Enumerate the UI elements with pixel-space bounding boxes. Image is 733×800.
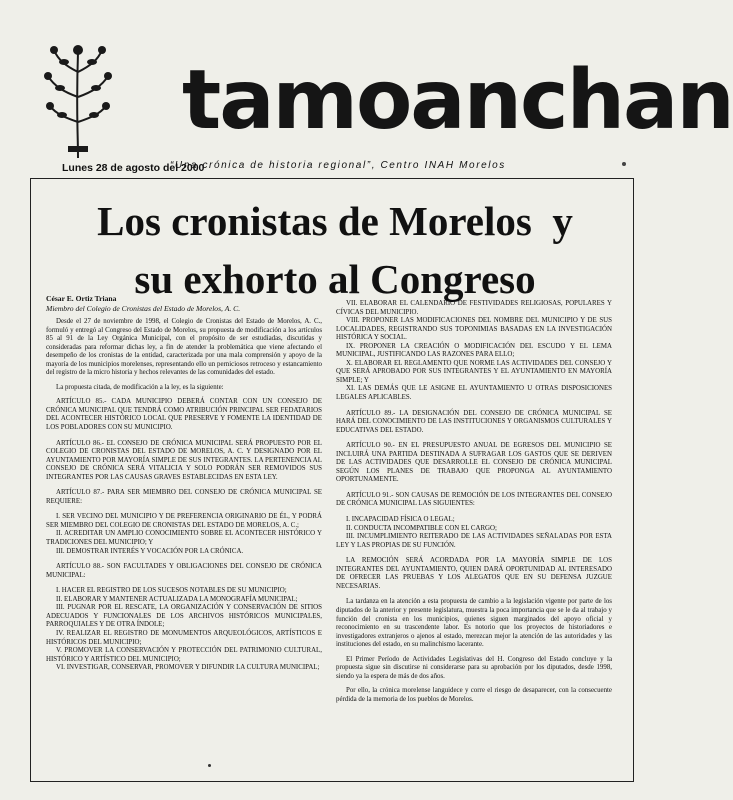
headline (40, 192, 630, 308)
body-paragraph: La propuesta citada, de modificación a la ley, es la siguiente: (56, 383, 224, 391)
article-paragraph: ARTÍCULO 89.- LA DESIGNACIÓN DEL CONSEJO DE CRÓNICA MUNICIPAL SE HARÁ DEL CONOCIMIENTO DE LAS INSTITUCIONES Y ORGANISMOS CULTURALES Y EDUCATIVAS DEL ESTADO. (336, 409, 612, 434)
body-paragraph: El Primer Período de Actividades Legislativas del H. Congreso del Estado concluye y la propuesta sigue sin discutirse ni considerarse para su aprobación por los diputados, desde 1998, siendo ya la espera de más de dos años. (336, 655, 612, 680)
list-item: V. PROMOVER LA CONSERVACIÓN Y PROTECCIÓN DEL PATRIMONIO CULTURAL, HISTÓRICO Y ARTÍSTICO DEL MUNICIPIO; (46, 647, 322, 663)
issue-date: Lunes 28 de agosto del 2000 (62, 162, 205, 174)
body-paragraph: Por ello, la crónica morelense languidece y corre el riesgo de desaparecer, con la consecuente pérdida de la memoria de los pueblos de Morelos. (336, 687, 612, 703)
list-item: III. INCUMPLIMIENTO REITERADO DE LAS ACTIVIDADES SEÑALADAS POR ESTA LEY Y LAS PROPIAS DE SU FUNCIÓN. (336, 533, 612, 549)
article-paragraph: ARTÍCULO 86.- EL CONSEJO DE CRÓNICA MUNICIPAL SERÁ PROPUESTO POR EL COLEGIO DE CRONISTAS DEL ESTADO DE MORELOS, A. C. Y DESIGNADO POR EL AYUNTAMIENTO POR MAYORÍA SIMPLE DE SUS INTEGRANTES. LA PERTENENCIA AL CONSEJO DE CRÓNICA SERÁ VITALICIA Y SOLO PODRÁN SER REMOVIDOS SUS INTEGRANTES POR LAS CAUSAS GRAVES ESTABLECIDAS EN ESTA LEY. (46, 439, 322, 481)
list-item: I. HACER EL REGISTRO DE LOS SUCESOS NOTABLES DE SU MUNICIPIO; (56, 587, 287, 595)
list-item: IV. REALIZAR EL REGISTRO DE MONUMENTOS ARQUEOLÓGICOS, ARTÍSTICOS E HISTÓRICOS DEL MUNICIPIO; (46, 629, 322, 646)
article-paragraph: ARTÍCULO 87.- PARA SER MIEMBRO DEL CONSEJO DE CRÓNICA MUNICIPAL SE REQUIERE: (46, 489, 322, 505)
list-item: III. PUGNAR POR EL RESCATE, LA ORGANIZACIÓN Y CONSERVACIÓN DE SITIOS ADECUADOS Y FUNCIONALES DE LOS ARCHIVOS HISTÓRICOS MUNICIPALES, PARROQUIALES Y DE OTRA ÍNDOLE; (46, 604, 322, 629)
headline-line-2: su exhorto al Congreso (134, 256, 536, 302)
author-name: César E. Ortiz Triana (46, 294, 117, 303)
article-column-right (336, 300, 612, 710)
newspaper-title: tamoanchan (182, 53, 733, 148)
article-column-left (46, 318, 322, 673)
headline-line-1: Los cronistas de Morelos y (97, 198, 573, 244)
author-role: Miembro del Colegio de Cronistas del Estado de Morelos, A. C. (46, 303, 241, 313)
end-mark (208, 764, 211, 767)
article-paragraph: ARTÍCULO 91.- SON CAUSAS DE REMOCIÓN DE LOS INTEGRANTES DEL CONSEJO DE CRÓNICA MUNICIPAL LAS SIGUIENTES: (336, 491, 612, 508)
article-paragraph: ARTÍCULO 88.- SON FACULTADES Y OBLIGACIONES DEL CONSEJO DE CRÓNICA MUNICIPAL: (46, 563, 322, 579)
article-paragraph: ARTÍCULO 85.- CADA MUNICIPIO DEBERÁ CONTAR CON UN CONSEJO DE CRÓNICA MUNICIPAL QUE TENDRÁ COMO ATRIBUCIÓN PRINCIPAL SER FEDATARIOS DEL ACONTECER HISTÓRICO LOCAL QUE PRESERVE Y FOMENTE LA IDENTIDAD DE LOS POBLADORES CON SU MUNICIPIO. (46, 398, 322, 432)
list-item: VII. ELABORAR EL CALENDARIO DE FESTIVIDADES RELIGIOSAS, POPULARES Y CÍVICAS DEL MUNICIPIO. (336, 300, 612, 316)
byline (46, 294, 326, 313)
list-item: XI. LAS DEMÁS QUE LE ASIGNE EL AYUNTAMIENTO U OTRAS DISPOSICIONES LEGALES APLICABLES. (336, 385, 612, 402)
list-item: II. CONDUCTA INCOMPATIBLE CON EL CARGO; (346, 524, 497, 532)
masthead (40, 38, 733, 168)
list-item: X. ELABORAR EL REGLAMENTO QUE NORME LAS ACTIVIDADES DEL CONSEJO Y QUE SERÁ APROBADO POR SUS INTEGRANTES Y EL AYUNTAMIENTO EN MAYORÍA SIMPLE; Y (336, 359, 612, 384)
body-paragraph: La tardanza en la atención a esta propuesta de cambio a la legislación vigente por parte de los diputados de la anterior y presente legislatura, muestra la poca importancia que se le da al trabajo y función del cronista en los municipios, quienes siguen marginados del apoyo oficial y reconocimiento en su trascendente labor. Es notorio que los proyectos de historiadores e investigadores extranjeros o ajenos al estado, merezcan mejor la atención de las autoridades y las instituciones del estado, en su malinchismo lacerante. (336, 598, 612, 649)
list-item: III. DEMOSTRAR INTERÉS Y VOCACIÓN POR LA CRÓNICA. (56, 547, 244, 555)
list-item: I. SER VECINO DEL MUNICIPIO Y DE PREFERENCIA ORIGINARIO DE ÉL, Y PODRÁ SER MIEMBRO DEL COLEGIO DE CRONISTAS DEL ESTADO DE MORELOS, A. C.; (46, 513, 322, 529)
list-item: II. ELABORAR Y MANTENER ACTUALIZADA LA MONOGRAFÍA MUNICIPAL; (56, 595, 298, 603)
article-paragraph: LA REMOCIÓN SERÁ ACORDADA POR LA MAYORÍA SIMPLE DE LOS INTEGRANTES DEL AYUNTAMIENTO, QUIEN DARÁ OPORTUNIDAD AL INTERESADO DE OFRECER LAS PRUEBAS Y LOS ALEGATOS QUE EN SU DEFENSA JUZGUE NECESARIAS. (336, 557, 612, 590)
body-paragraph: Desde el 27 de noviembre de 1998, el Colegio de Cronistas del Estado de Morelos, A. C., formuló y entregó al Congreso del Estado de Morelos, su propuesta de modificación a los artículos 85 al 91 de la Ley Orgánica Municipal, con el propósito de ser estudiadas, discutidas y consideradas para reformar dichas ley, a fin de atender la problemática que viene afectando el desempeño de los cronistas de la entidad, caracterizada por una mala comprensión y apoyo de la mayoría de los municipios morelenses, representando ello un perniciosos retroceso y estancamiento del registro de la micro historia y hechos relevantes de las comunidades del estado. (46, 318, 322, 377)
list-item: II. ACREDITAR UN AMPLIO CONOCIMIENTO SOBRE EL ACONTECER HISTÓRICO Y TRADICIONES DEL MUNICIPIO; Y (46, 530, 322, 547)
tamoanchan-tree-logo (44, 42, 112, 160)
decorative-dot (622, 162, 626, 166)
tagline: “Una crónica de historia regional”, Centro INAH Morelos (170, 160, 506, 171)
list-item: VI. INVESTIGAR, CONSERVAR, PROMOVER Y DIFUNDIR LA CULTURA MUNICIPAL; (56, 664, 320, 672)
list-item: IX. PROPONER LA CREACIÓN O MODIFICACIÓN DEL ESCUDO Y EL LEMA MUNICIPAL, JUSTIFICANDO LAS RAZONES PARA ELLO; (336, 342, 612, 359)
list-item: VIII. PROPONER LAS MODIFICACIONES DEL NOMBRE DEL MUNICIPIO Y DE SUS LOCALIDADES, REGISTRANDO SUS TOPONIMIAS BASADAS EN LA INVESTIGACIÓN HISTÓRICA Y SOCIAL. (336, 317, 612, 342)
article-paragraph: ARTÍCULO 90.- EN EL PRESUPUESTO ANUAL DE EGRESOS DEL MUNICIPIO SE INCLUIRÁ UNA PARTIDA DESTINADA A SUFRAGAR LOS GASTOS QUE SE DERIVEN DE LAS ACTIVIDADES QUE DESARROLLE EL CONSEJO DE CRÓNICA MUNICIPAL SEGÚN LOS PLANES DE TRABAJO QUE PROPONGA AL AYUNTAMIENTO OPORTUNAMENTE. (336, 442, 612, 484)
list-item: I. INCAPACIDAD FÍSICA O LEGAL; (346, 516, 455, 524)
